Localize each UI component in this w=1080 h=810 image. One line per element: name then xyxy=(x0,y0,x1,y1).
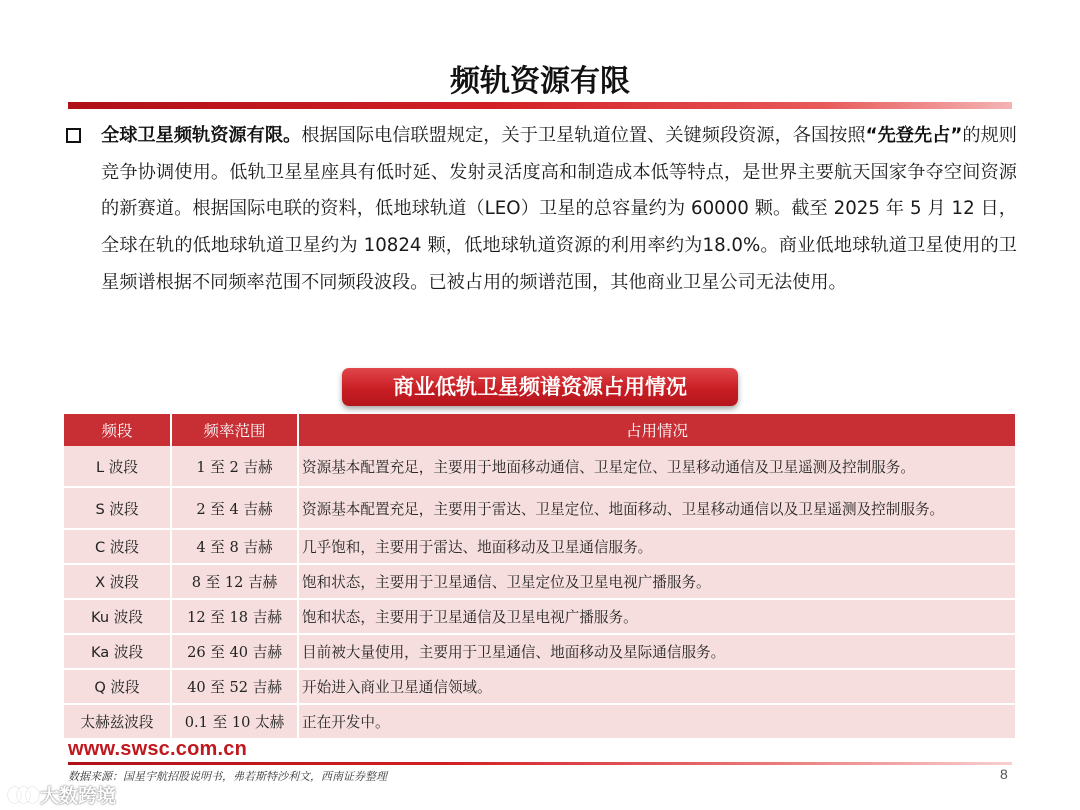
frequency-cell: 0.1 至 10 太赫 xyxy=(171,704,298,739)
table-row xyxy=(64,446,1016,487)
paragraph-text-2: 的规则竞争协调使用。低轨卫星星座具有低时延、发射灵活度高和制造成本低等特点，是世界主要航天国家争夺空间资源的新赛道。根据国际电联的资料，低地球轨道（LEO）卫星的总容量约为 60000 颗。截至 2025 年 5 月 12 日，全球在轨的低地球轨道卫星约为 10824 颗，低地球轨道资源的利用率约为18.0%。商业低地球轨道卫星使用的卫星频谱根据不同频率范围不同频段波段。已被占用的频谱范围，其他商业卫星公司无法使用。 xyxy=(101,125,1017,293)
frequency-cell: 2 至 4 吉赫 xyxy=(171,487,298,529)
spectrum-table xyxy=(64,414,1017,740)
usage-cell: 饱和状态，主要用于卫星通信及卫星电视广播服务。 xyxy=(298,599,1016,634)
usage-cell: 目前被大量使用，主要用于卫星通信、地面移动及星际通信服务。 xyxy=(298,634,1016,669)
body-paragraph xyxy=(101,118,1017,302)
frequency-cell: 1 至 2 吉赫 xyxy=(171,446,298,487)
usage-cell: 正在开发中。 xyxy=(298,704,1016,739)
table-row xyxy=(64,529,1016,564)
watermark xyxy=(8,780,116,808)
band-cell: X 波段 xyxy=(64,564,171,599)
quoted-bold-text: “先登先占” xyxy=(865,125,963,146)
header-frequency: 频率范围 xyxy=(171,414,298,446)
table-row xyxy=(64,634,1016,669)
footer-divider xyxy=(68,762,1012,765)
band-cell: L 波段 xyxy=(64,446,171,487)
table-row xyxy=(64,704,1016,739)
title-underline xyxy=(68,102,1012,109)
frequency-cell: 40 至 52 吉赫 xyxy=(171,669,298,704)
usage-cell: 资源基本配置充足，主要用于雷达、卫星定位、地面移动、卫星移动通信以及卫星遥测及控制服务。 xyxy=(298,487,1016,529)
band-cell: 太赫兹波段 xyxy=(64,704,171,739)
table-row xyxy=(64,487,1016,529)
table-header-row xyxy=(64,414,1016,446)
band-cell: C 波段 xyxy=(64,529,171,564)
band-cell: S 波段 xyxy=(64,487,171,529)
usage-cell: 资源基本配置充足，主要用于地面移动通信、卫星定位、卫星移动通信及卫星遥测及控制服务。 xyxy=(298,446,1016,487)
table-row xyxy=(64,669,1016,704)
page-number: 8 xyxy=(1000,766,1008,782)
band-cell: Ku 波段 xyxy=(64,599,171,634)
frequency-cell: 26 至 40 吉赫 xyxy=(171,634,298,669)
data-source-note: 数据来源：国星宇航招股说明书，弗若斯特沙利文，西南证券整理 xyxy=(68,770,387,783)
watermark-text: 大数跨境 xyxy=(40,784,117,807)
paragraph-text-1: 根据国际电信联盟规定，关于卫星轨道位置、关键频段资源，各国按照 xyxy=(301,125,866,146)
footer-website-link[interactable]: www.swsc.com.cn xyxy=(68,738,247,760)
table-title-banner: 商业低轨卫星频谱资源占用情况 xyxy=(342,368,738,406)
bullet-square-icon xyxy=(66,128,81,143)
usage-cell: 饱和状态，主要用于卫星通信、卫星定位及卫星电视广播服务。 xyxy=(298,564,1016,599)
page-title: 频轨资源有限 xyxy=(450,64,630,99)
table-row xyxy=(64,599,1016,634)
frequency-cell: 4 至 8 吉赫 xyxy=(171,529,298,564)
header-usage: 占用情况 xyxy=(298,414,1016,446)
header-band: 频段 xyxy=(64,414,171,446)
usage-cell: 开始进入商业卫星通信领域。 xyxy=(298,669,1016,704)
lead-bold-text: 全球卫星频轨资源有限。 xyxy=(101,125,302,146)
band-cell: Ka 波段 xyxy=(64,634,171,669)
usage-cell: 几乎饱和，主要用于雷达、地面移动及卫星通信服务。 xyxy=(298,529,1016,564)
frequency-cell: 8 至 12 吉赫 xyxy=(171,564,298,599)
table-row xyxy=(64,564,1016,599)
watermark-logo-icon xyxy=(8,785,36,803)
band-cell: Q 波段 xyxy=(64,669,171,704)
frequency-cell: 12 至 18 吉赫 xyxy=(171,599,298,634)
